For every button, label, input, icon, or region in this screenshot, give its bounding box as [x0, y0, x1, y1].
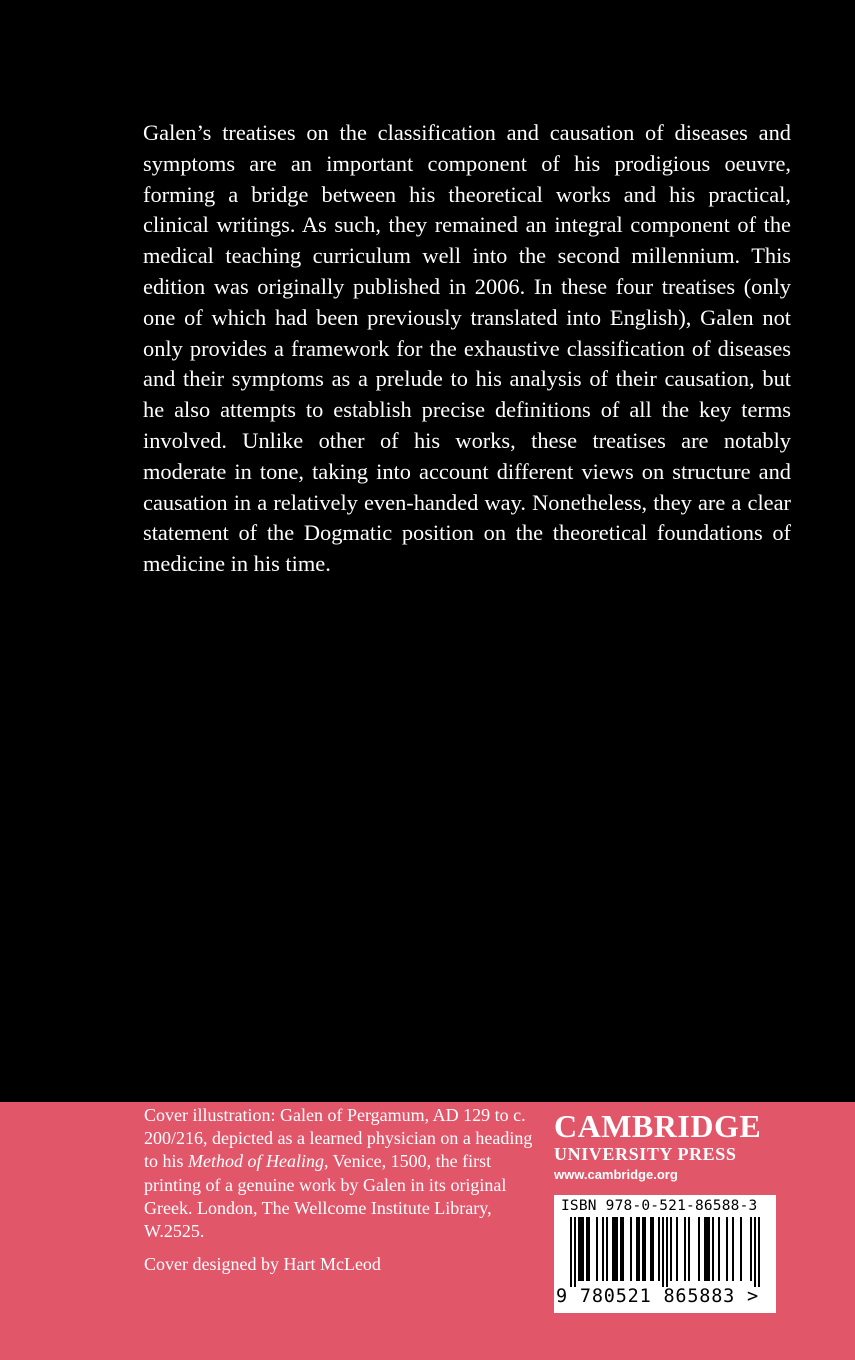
barcode-bar: [642, 1217, 644, 1281]
barcode-bar: [588, 1217, 590, 1281]
barcode-bar: [758, 1217, 760, 1287]
barcode-bar: [732, 1217, 734, 1281]
illustration-credit: [144, 1104, 539, 1243]
barcode-bar: [670, 1217, 672, 1281]
barcode-bar: [652, 1217, 654, 1281]
barcode-bar: [622, 1217, 624, 1281]
barcode-bar: [684, 1217, 686, 1281]
barcode-bar: [708, 1217, 710, 1281]
barcode-bar: [580, 1217, 582, 1281]
barcode-bar: [630, 1217, 632, 1281]
barcode-bar: [726, 1217, 728, 1281]
barcode-bar: [636, 1217, 638, 1281]
barcode-bar: [614, 1217, 616, 1281]
illustration-work-title: Method of Healing: [188, 1151, 324, 1172]
barcode-bar: [616, 1217, 618, 1281]
barcode-bar: [712, 1217, 714, 1281]
barcode-bar: [666, 1217, 668, 1287]
barcode-bar: [688, 1217, 690, 1281]
barcode-bar: [698, 1217, 700, 1281]
illustration-credit-part2: , Venice, 1500, the first printing of a genuine work by Galen in its original Greek. London, The Wellcome Institute Library, W.2525.: [144, 1151, 507, 1242]
barcode-bar: [586, 1217, 588, 1281]
ean-digits: 9 780521 865883 >: [556, 1286, 759, 1307]
barcode-bar: [612, 1217, 614, 1281]
isbn-label: ISBN 978-0-521-86588-3: [561, 1198, 758, 1214]
barcode-bar: [658, 1217, 660, 1281]
barcode-bar: [662, 1217, 664, 1287]
barcode-bar: [750, 1217, 752, 1281]
barcode-bar: [718, 1217, 720, 1281]
barcode-bar: [650, 1217, 652, 1281]
book-description: Galen’s treatises on the classification and causation of diseases and symptoms are an important component of his prodigious oeuvre, forming a bridge between his theoretical works and his practical, clinical writings. As such, they remained an integral component of the medical teaching curriculum well into the second millennium. This edition was originally published in 2006. In these four treatises (only one of which had been previously translated into English), Galen not only provides a framework for the exhaustive classification of diseases and their symptoms as a prelude to his analysis of their causation, but he also attempts to establish precise definitions of all the key terms involved. Unlike other of his works, these treatises are notably moderate in tone, taking into account different views on structure and causation in a relatively even-handed way. Nonetheless, they are a clear statement of the Dogmatic position on the theoretical foundations of medicine in his time.: [143, 120, 791, 577]
barcode-bar: [644, 1217, 646, 1281]
barcode-bar: [574, 1217, 576, 1287]
barcode-bar: [706, 1217, 708, 1281]
barcode-image: [554, 1217, 776, 1287]
designer-credit: Cover designed by Hart McLeod: [144, 1254, 381, 1275]
publisher-name: CAMBRIDGE: [554, 1108, 762, 1144]
barcode-bar: [754, 1217, 756, 1287]
barcode-bar: [606, 1217, 608, 1281]
barcode-bar: [676, 1217, 678, 1281]
publisher-logo: [554, 1109, 776, 1185]
illustration-credit-part1: Cover illustration: Galen of Pergamum, AD 129 to c. 200/216, depicted as a learned physician on a heading to his: [144, 1105, 533, 1172]
barcode-bar: [740, 1217, 742, 1281]
barcode-bar: [570, 1217, 572, 1287]
cover-credits: [144, 1104, 539, 1276]
publisher-url: www.cambridge.org: [554, 1167, 678, 1182]
barcode-bar: [582, 1217, 584, 1281]
barcode-bar: [578, 1217, 580, 1281]
barcode-bar: [596, 1217, 598, 1281]
barcode-bar: [602, 1217, 604, 1281]
barcode-bar: [620, 1217, 622, 1281]
barcode-bar: [638, 1217, 640, 1281]
publisher-subtitle: UNIVERSITY PRESS: [554, 1144, 737, 1164]
barcode-bar: [704, 1217, 706, 1281]
isbn-barcode-block: [554, 1195, 776, 1313]
